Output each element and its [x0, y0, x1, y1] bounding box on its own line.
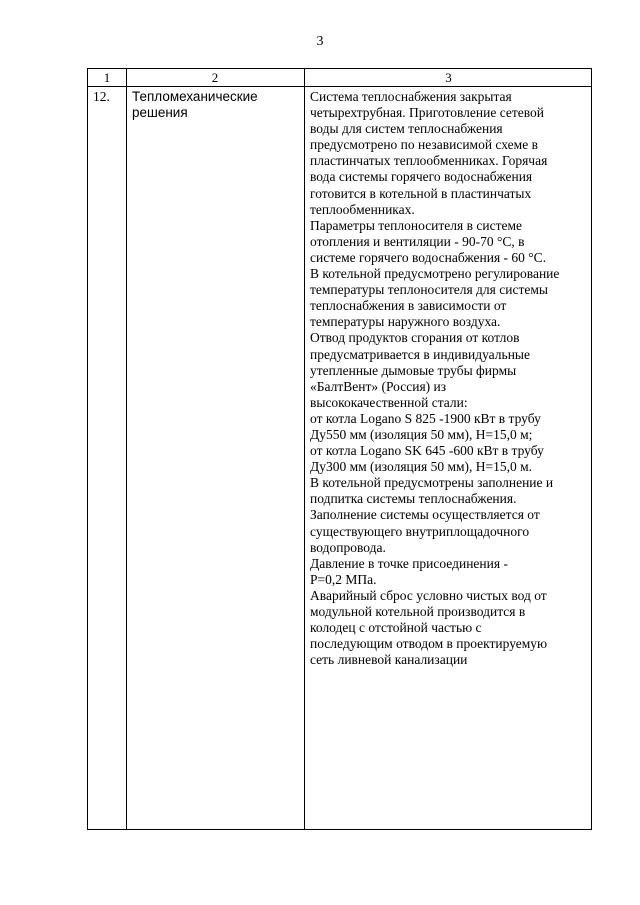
description-line: температуры наружного воздуха.: [310, 314, 501, 330]
description-line: подпитка системы теплоснабжения.: [310, 491, 517, 507]
column-header-3: 3: [445, 70, 452, 85]
description-line: последующим отводом в проектируемую: [310, 636, 548, 652]
description-line: предусматривается в индивидуальные: [310, 346, 530, 362]
description-line: Р=0,2 МПа.: [310, 571, 377, 587]
column-header-2: 2: [211, 70, 219, 85]
row-description: [310, 89, 591, 668]
description-line: отопления и вентиляции - 90-70 °С, в: [310, 233, 525, 249]
description-line: от котла Logano S 825 -1900 кВт в трубу: [310, 410, 541, 426]
description-line: «БалтВент» (Россия) из: [310, 378, 447, 394]
description-line: колодец с отстойной частью с: [310, 620, 482, 636]
column-divider-1: [126, 69, 127, 829]
description-line: температуры теплоносителя для системы: [310, 282, 548, 298]
description-line: теплообменниках.: [310, 201, 415, 217]
description-line: готовится в котельной в пластинчатых: [310, 185, 532, 201]
description-line: от котла Logano SK 645 -600 кВт в трубу: [310, 443, 544, 459]
description-line: модульной котельной производится в: [310, 604, 526, 619]
description-line: водопровода.: [310, 539, 386, 555]
description-line: пластинчатых теплообменниках. Горячая: [310, 153, 548, 169]
row-name: [132, 89, 300, 121]
row-number: 12.: [93, 89, 110, 104]
description-line: Заполнение системы осуществляется от: [310, 507, 540, 523]
column-header-1: 1: [103, 70, 111, 85]
description-line: сеть ливневой канализации: [310, 652, 468, 668]
description-line: Давление в точке присоединения -: [310, 555, 508, 571]
description-line: Система теплоснабжения закрытая: [310, 89, 512, 104]
description-line: существующего внутриплощадочного: [310, 523, 530, 539]
row-name-line: решения: [132, 105, 188, 120]
description-line: Параметры теплоносителя в системе: [310, 217, 523, 233]
header-divider: [88, 86, 591, 87]
description-line: предусмотрено по независимой схеме в: [310, 137, 538, 153]
description-line: четырехтрубная. Приготовление сетевой: [310, 105, 544, 121]
description-line: Аварийный сброс условно чистых вод от: [310, 587, 547, 603]
column-divider-2: [304, 69, 305, 829]
description-line: утепленные дымовые трубы фирмы: [310, 362, 517, 378]
description-line: В котельной предусмотрено регулирование: [310, 266, 560, 282]
row-name-line: Тепломеханические: [132, 89, 258, 104]
description-line: системе горячего водоснабжения - 60 °С.: [310, 249, 547, 265]
description-line: воды для систем теплоснабжения: [310, 121, 503, 137]
description-line: Ду550 мм (изоляция 50 мм), Н=15,0 м;: [310, 426, 533, 442]
page-number: 3: [316, 34, 324, 49]
description-line: теплоснабжения в зависимости от: [310, 298, 507, 314]
description-line: В котельной предусмотрены заполнение и: [310, 475, 554, 491]
document-table: [87, 68, 592, 830]
description-line: высококачественной стали:: [310, 394, 468, 410]
description-line: вода системы горячего водоснабжения: [310, 169, 533, 185]
description-line: Отвод продуктов сгорания от котлов: [310, 330, 520, 346]
description-line: Ду300 мм (изоляция 50 мм), Н=15,0 м.: [310, 459, 533, 475]
